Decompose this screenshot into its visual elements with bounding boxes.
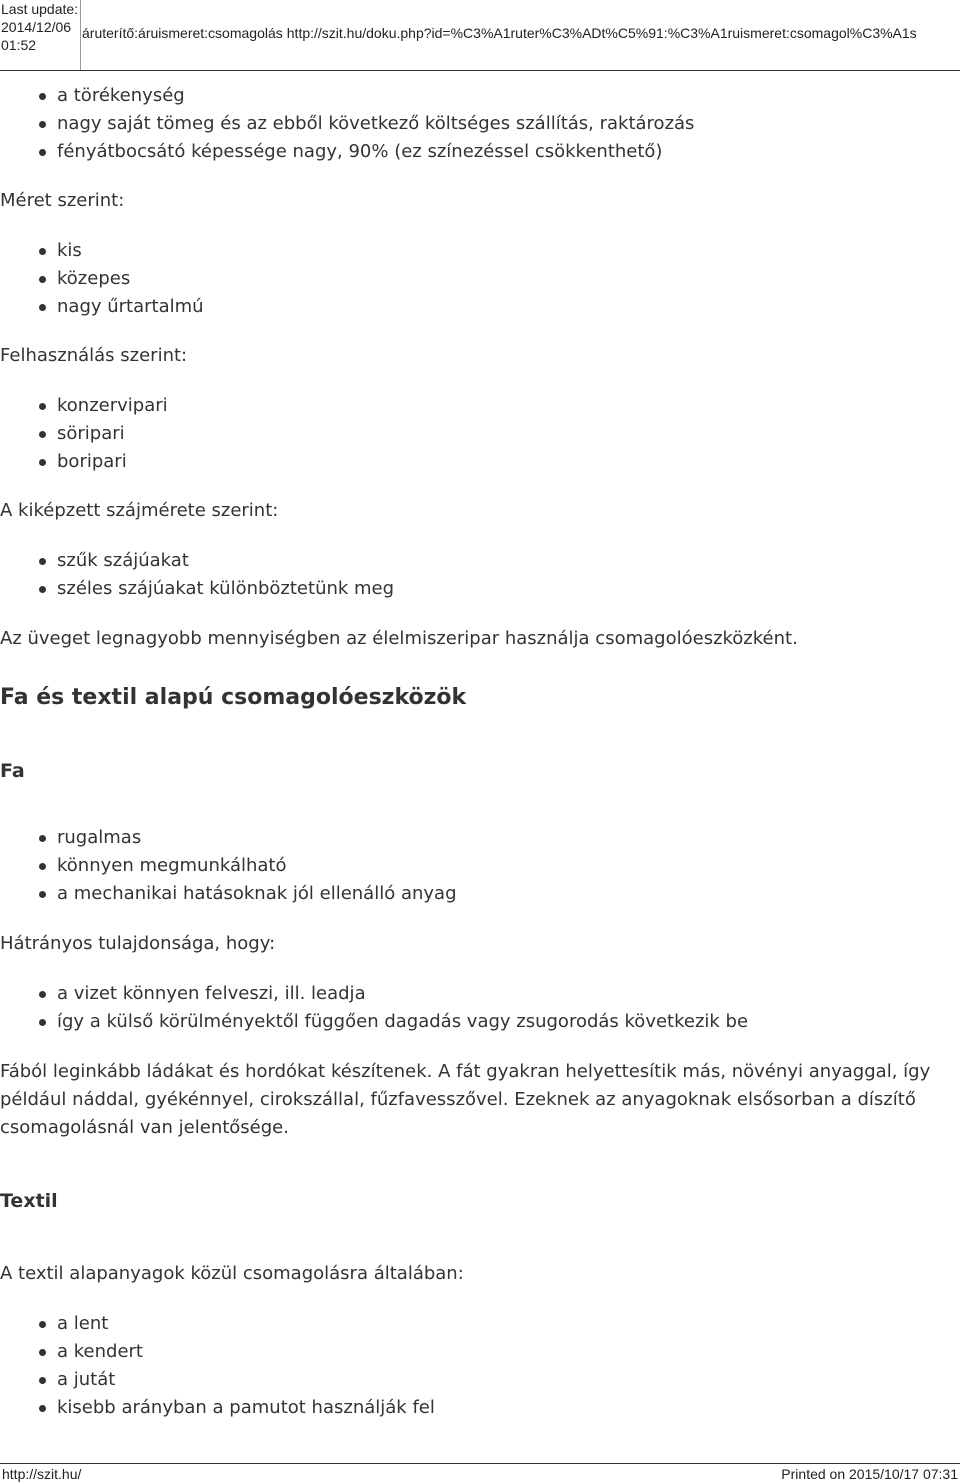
section-title: Fa és textil alapú csomagolóeszközök: [0, 685, 467, 710]
page-url[interactable]: http://szit.hu/doku.php?id=%C3%A1ruter%C3%ADt%C5%91:%C3%A1ruismeret:csomagol%C3%A1s: [286, 25, 917, 41]
glass-summary: Az üveget legnagyobb mennyiségben az élelmiszeripar használja csomagolóeszközként.: [0, 628, 798, 649]
list-item: a lent: [57, 1310, 958, 1338]
list-item: boripari: [57, 448, 958, 476]
footer-printed-date: Printed on 2015/10/17 07:31: [781, 1466, 958, 1482]
list-item: a törékenység: [57, 82, 958, 110]
list-item: nagy saját tömeg és az ebből következő költséges szállítás, raktározás: [57, 110, 958, 138]
usage-label: Felhasználás szerint:: [0, 345, 188, 366]
wood-properties-list: [0, 824, 958, 908]
last-update-date: 2014/12/06 01:52: [1, 19, 72, 53]
glass-disadvantages-list: [0, 82, 958, 166]
list-item: söripari: [57, 420, 958, 448]
page-header: [0, 0, 960, 71]
list-item: a vizet könnyen felveszi, ill. leadja: [57, 980, 958, 1008]
page-content: [0, 70, 958, 1422]
list-item: fényátbocsátó képessége nagy, 90% (ez színezéssel csökkenthető): [57, 138, 958, 166]
list-item: a mechanikai hatásoknak jól ellenálló anyag: [57, 880, 958, 908]
list-item: a kendert: [57, 1338, 958, 1366]
textile-intro: A textil alapanyagok közül csomagolásra általában:: [0, 1263, 464, 1284]
list-item: a jutát: [57, 1366, 958, 1394]
page-footer: [0, 1463, 960, 1484]
last-update: [1, 0, 79, 54]
mouth-label: A kiképzett szájmérete szerint:: [0, 500, 279, 521]
list-item: nagy űrtartalmú: [57, 293, 958, 321]
size-list: [0, 237, 958, 321]
textile-list: [0, 1310, 958, 1422]
footer-site-link[interactable]: http://szit.hu/: [2, 1466, 82, 1482]
list-item: kis: [57, 237, 958, 265]
usage-list: [0, 392, 958, 476]
page-location: [82, 24, 917, 42]
page-path: áruterítő:áruismeret:csomagolás: [82, 25, 283, 41]
list-item: így a külső körülményektől függően dagadás vagy zsugorodás következik be: [57, 1008, 958, 1036]
textile-title: Textil: [0, 1190, 58, 1212]
mouth-list: [0, 547, 958, 603]
wood-disadvantages-list: [0, 980, 958, 1036]
list-item: közepes: [57, 265, 958, 293]
list-item: széles szájúakat különböztetünk meg: [57, 575, 958, 603]
wood-title: Fa: [0, 760, 25, 782]
size-label: Méret szerint:: [0, 190, 125, 211]
list-item: rugalmas: [57, 824, 958, 852]
list-item: kisebb arányban a pamutot használják fel: [57, 1394, 958, 1422]
list-item: könnyen megmunkálható: [57, 852, 958, 880]
wood-disadvantage-label: Hátrányos tulajdonsága, hogy:: [0, 933, 276, 954]
list-item: szűk szájúakat: [57, 547, 958, 575]
wood-paragraph: Fából leginkább ládákat és hordókat készítenek. A fát gyakran helyettesítik más, növényi anyaggal, így például náddal, gyékénnyel, cirokszállal, fűzfavesszővel. Ezeknek az anyagoknak elsősorban a díszítő csomagolásnál van jelentősége.: [0, 1061, 931, 1138]
last-update-label: Last update:: [1, 1, 79, 17]
list-item: konzervipari: [57, 392, 958, 420]
header-divider: [80, 0, 81, 70]
